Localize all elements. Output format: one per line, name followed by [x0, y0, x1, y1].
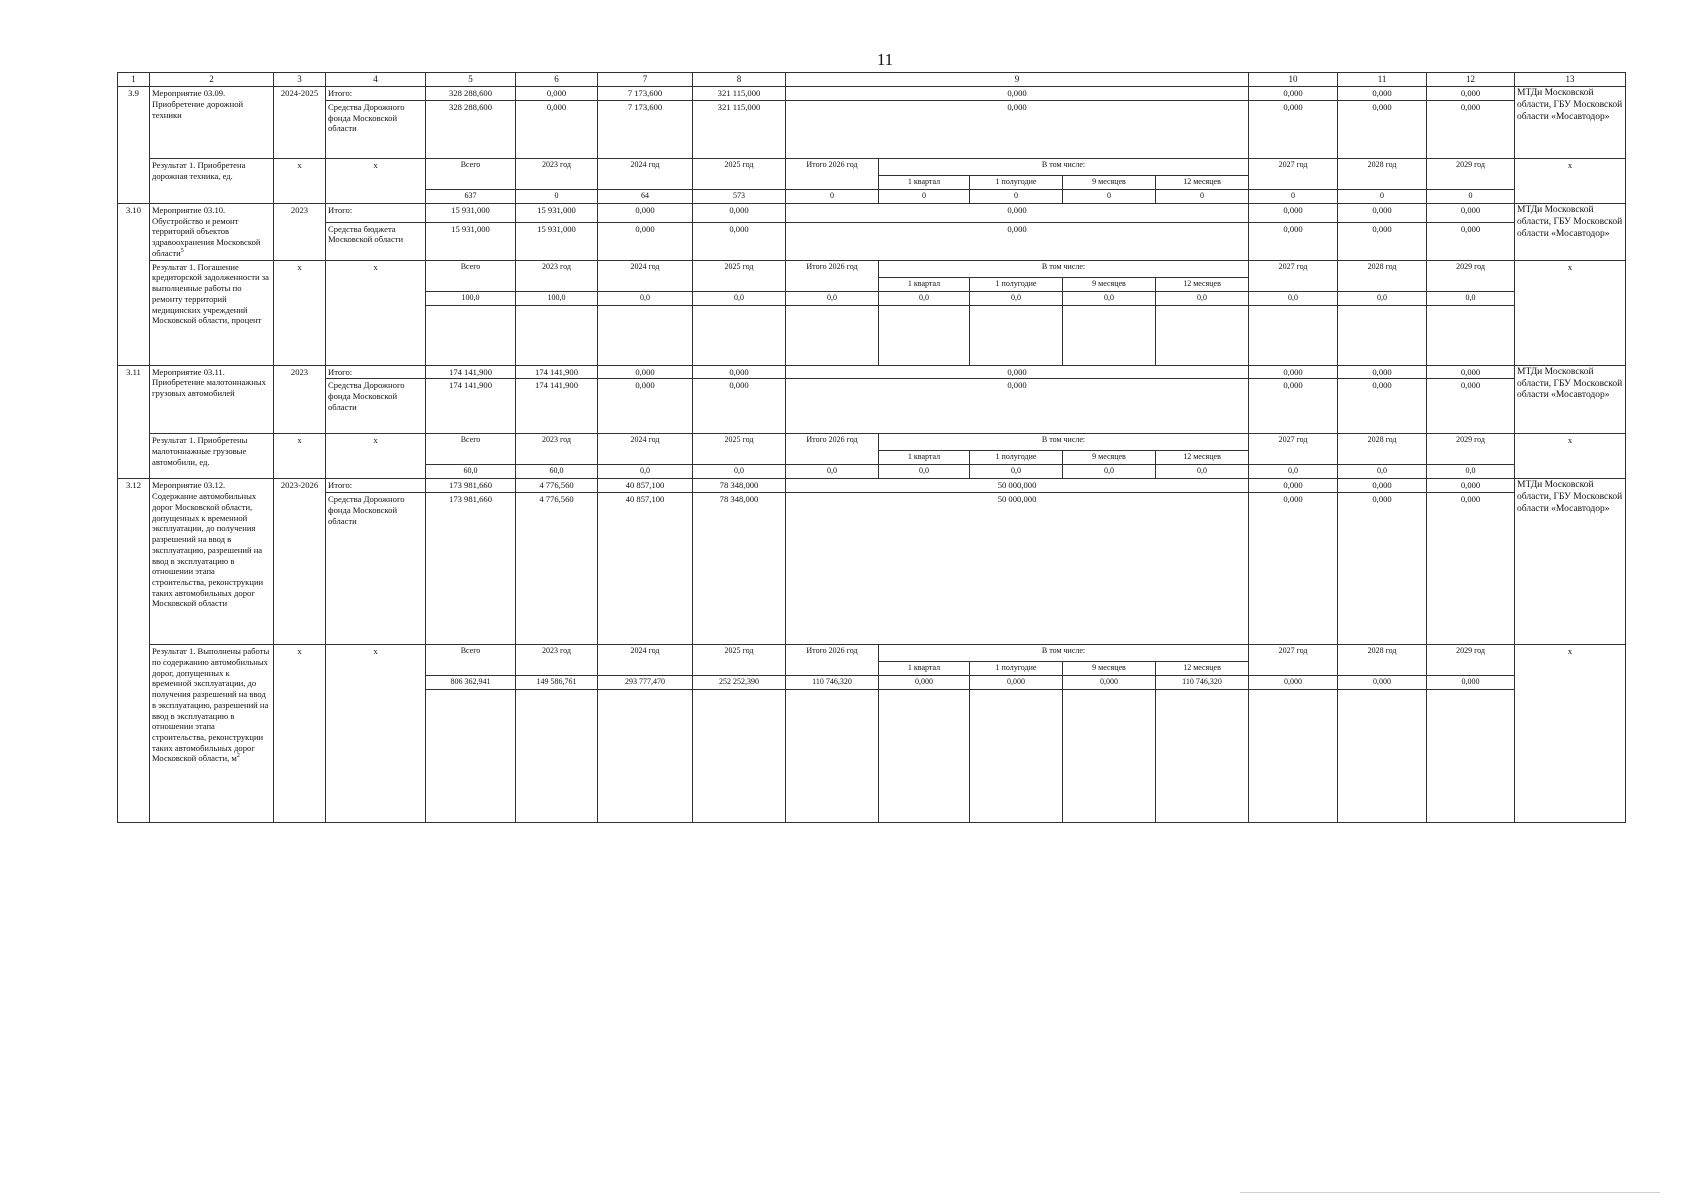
- result-header-y2028: 2028 год: [1338, 434, 1427, 465]
- amount-cell: 0,000: [598, 222, 693, 260]
- result-value-total2026: 110 746,320: [786, 676, 879, 690]
- result-header-including: В том числе:: [879, 260, 1249, 277]
- result-value-y2023: 60,0: [516, 465, 598, 479]
- event-source-row: [118, 100, 1626, 158]
- result-value-y2029: 0: [1427, 189, 1515, 203]
- result-header-m9: 9 месяцев: [1063, 662, 1156, 676]
- result-value-y2027: 0,0: [1249, 465, 1338, 479]
- result-value-y2024: 64: [598, 189, 693, 203]
- amount-cell: 0,000: [1427, 203, 1515, 222]
- result-c3: х: [274, 645, 326, 823]
- event-period: 2024-2025: [274, 87, 326, 159]
- result-value-h1: 0,000: [970, 676, 1063, 690]
- amount-cell: 0,000: [598, 379, 693, 434]
- amount-cell: 0,000: [516, 87, 598, 101]
- result-c13: х: [1515, 158, 1626, 203]
- result-header-y2027: 2027 год: [1249, 434, 1338, 465]
- amount-cell: 0,000: [786, 87, 1249, 101]
- amount-cell: 0,000: [1249, 379, 1338, 434]
- result-header-h1: 1 полугодие: [970, 451, 1063, 465]
- event-period: 2023: [274, 203, 326, 260]
- result-header-m9: 9 месяцев: [1063, 451, 1156, 465]
- amount-cell: 40 857,100: [598, 479, 693, 493]
- footnote-mark: 5: [180, 248, 184, 255]
- result-value-m9: 0,0: [1063, 465, 1156, 479]
- result-value-y2027: 0: [1249, 189, 1338, 203]
- event-total-row: [118, 203, 1626, 222]
- column-number: 13: [1515, 73, 1626, 87]
- total-label: Итого:: [326, 365, 426, 379]
- amount-cell: 0,000: [1249, 365, 1338, 379]
- funding-source: Средства Дорожного фонда Московской области: [326, 379, 426, 434]
- event-total-row: [118, 87, 1626, 101]
- result-c4: х: [326, 434, 426, 479]
- result-header-including: В том числе:: [879, 645, 1249, 662]
- result-value-total: 60,0: [426, 465, 516, 479]
- amount-cell: 173 981,660: [426, 493, 516, 645]
- empty-cell: [786, 690, 879, 823]
- event-executor: МТДи Московской области, ГБУ Московской области «Мосавтодор»: [1515, 479, 1626, 645]
- event-source-row: [118, 493, 1626, 645]
- column-number: 12: [1427, 73, 1515, 87]
- result-header-m12: 12 месяцев: [1156, 662, 1249, 676]
- scan-artifact: [1240, 1192, 1660, 1193]
- result-value-total: 100,0: [426, 291, 516, 305]
- empty-cell: [693, 690, 786, 823]
- amount-cell: 0,000: [1338, 365, 1427, 379]
- result-header-y2029: 2029 год: [1427, 645, 1515, 676]
- amount-cell: 321 115,000: [693, 87, 786, 101]
- amount-cell: 15 931,000: [516, 203, 598, 222]
- empty-cell: [1063, 305, 1156, 365]
- amount-cell: 0,000: [1249, 479, 1338, 493]
- result-value-y2029: 0,0: [1427, 291, 1515, 305]
- event-number: 3.10: [118, 203, 150, 365]
- amount-cell: 0,000: [1427, 365, 1515, 379]
- result-header-y2025: 2025 год: [693, 260, 786, 291]
- result-value-m12: 0: [1156, 189, 1249, 203]
- empty-cell: [693, 305, 786, 365]
- amount-cell: 40 857,100: [598, 493, 693, 645]
- result-header-row: [118, 434, 1626, 451]
- result-value-y2025: 573: [693, 189, 786, 203]
- result-value-m9: 0: [1063, 189, 1156, 203]
- empty-cell: [1249, 305, 1338, 365]
- result-header-m9: 9 месяцев: [1063, 175, 1156, 189]
- result-header-y2028: 2028 год: [1338, 645, 1427, 676]
- result-value-q1: 0: [879, 189, 970, 203]
- result-header-m12: 12 месяцев: [1156, 175, 1249, 189]
- amount-cell: 0,000: [693, 379, 786, 434]
- event-title: Мероприятие 03.09. Приобретение дорожной техники: [150, 87, 274, 159]
- amount-cell: 15 931,000: [516, 222, 598, 260]
- result-header-h1: 1 полугодие: [970, 175, 1063, 189]
- amount-cell: 78 348,000: [693, 493, 786, 645]
- result-header-y2024: 2024 год: [598, 645, 693, 676]
- empty-cell: [1427, 690, 1515, 823]
- result-title: Результат 1. Погашение кредиторской задолженности за выполненные работы по ремонту территорий медицинских учреждений Московской области, процент: [150, 260, 274, 365]
- amount-cell: 0,000: [786, 379, 1249, 434]
- result-header-y2023: 2023 год: [516, 645, 598, 676]
- result-value-y2025: 0,0: [693, 465, 786, 479]
- amount-cell: 174 141,900: [516, 365, 598, 379]
- column-number: 11: [1338, 73, 1427, 87]
- result-header-m9: 9 месяцев: [1063, 277, 1156, 291]
- empty-cell: [1249, 690, 1338, 823]
- empty-cell: [516, 305, 598, 365]
- event-executor: МТДи Московской области, ГБУ Московской области «Мосавтодор»: [1515, 87, 1626, 159]
- result-title: Результат 1. Выполнены работы по содержанию автомобильных дорог, допущенных к временной эксплуатации, до получения разрешений на ввод в эксплуатацию, разрешений на ввод в эксплуатацию в отношении этапа строительства, реконструкции таких автомобильных дорог Московской области, $м^2$: [150, 645, 274, 823]
- funding-source: Средства Дорожного фонда Московской области: [326, 493, 426, 645]
- event-period: 2023-2026: [274, 479, 326, 645]
- result-c4: х: [326, 158, 426, 203]
- amount-cell: 0,000: [1249, 493, 1338, 645]
- empty-cell: [970, 305, 1063, 365]
- result-header-y2023: 2023 год: [516, 434, 598, 465]
- column-number: 8: [693, 73, 786, 87]
- result-header-y2027: 2027 год: [1249, 645, 1338, 676]
- amount-cell: 0,000: [693, 222, 786, 260]
- result-value-y2023: 100,0: [516, 291, 598, 305]
- event-source-row: [118, 222, 1626, 260]
- amount-cell: 0,000: [1427, 493, 1515, 645]
- result-c3: х: [274, 158, 326, 203]
- amount-cell: 173 981,660: [426, 479, 516, 493]
- result-header-y2029: 2029 год: [1427, 158, 1515, 189]
- result-header-y2024: 2024 год: [598, 158, 693, 189]
- column-number: 5: [426, 73, 516, 87]
- result-header-y2025: 2025 год: [693, 645, 786, 676]
- amount-cell: 78 348,000: [693, 479, 786, 493]
- result-value-h1: 0,0: [970, 465, 1063, 479]
- column-number: 1: [118, 73, 150, 87]
- result-header-y2028: 2028 год: [1338, 260, 1427, 291]
- empty-cell: [879, 690, 970, 823]
- event-title: Мероприятие 03.10. Обустройство и ремонт территорий объектов здравоохранения Московской области$^5$: [150, 203, 274, 260]
- result-header-y2025: 2025 год: [693, 158, 786, 189]
- amount-cell: 321 115,000: [693, 100, 786, 158]
- amount-cell: 174 141,900: [426, 365, 516, 379]
- total-label: Итого:: [326, 479, 426, 493]
- empty-cell: [970, 690, 1063, 823]
- result-header-y2028: 2028 год: [1338, 158, 1427, 189]
- result-value-y2024: 0,0: [598, 465, 693, 479]
- result-header-q1: 1 квартал: [879, 175, 970, 189]
- result-c4: х: [326, 260, 426, 365]
- event-total-row: [118, 365, 1626, 379]
- empty-cell: [1156, 305, 1249, 365]
- column-number: 9: [786, 73, 1249, 87]
- column-number: 10: [1249, 73, 1338, 87]
- event-number: 3.12: [118, 479, 150, 823]
- amount-cell: 0,000: [1427, 379, 1515, 434]
- column-number: 4: [326, 73, 426, 87]
- result-c13: х: [1515, 260, 1626, 365]
- result-value-q1: 0,0: [879, 291, 970, 305]
- result-value-h1: 0,0: [970, 291, 1063, 305]
- amount-cell: 328 288,600: [426, 87, 516, 101]
- result-header-total2026: Итого 2026 год: [786, 645, 879, 676]
- result-c3: х: [274, 260, 326, 365]
- result-header-y2029: 2029 год: [1427, 260, 1515, 291]
- result-header-including: В том числе:: [879, 434, 1249, 451]
- event-number: 3.11: [118, 365, 150, 479]
- column-number: 3: [274, 73, 326, 87]
- unit-exponent: 2: [236, 753, 240, 760]
- amount-cell: 0,000: [1338, 203, 1427, 222]
- amount-cell: 7 173,600: [598, 100, 693, 158]
- result-value-y2024: 293 777,470: [598, 676, 693, 690]
- event-number: 3.9: [118, 87, 150, 204]
- result-title: Результат 1. Приобретена дорожная техника, ед.: [150, 158, 274, 203]
- amount-cell: 0,000: [1249, 222, 1338, 260]
- amount-cell: 0,000: [1249, 87, 1338, 101]
- empty-cell: [786, 305, 879, 365]
- result-value-y2029: 0,0: [1427, 465, 1515, 479]
- amount-cell: 0,000: [1338, 479, 1427, 493]
- empty-cell: [1338, 690, 1427, 823]
- result-header-y2023: 2023 год: [516, 260, 598, 291]
- result-value-total: 806 362,941: [426, 676, 516, 690]
- empty-cell: [1427, 305, 1515, 365]
- amount-cell: 0,000: [693, 365, 786, 379]
- amount-cell: 0,000: [1338, 87, 1427, 101]
- amount-cell: 4 776,560: [516, 493, 598, 645]
- result-header-row: [118, 645, 1626, 662]
- amount-cell: 0,000: [1427, 222, 1515, 260]
- result-c4: х: [326, 645, 426, 823]
- event-source-row: [118, 379, 1626, 434]
- result-header-total: Всего: [426, 158, 516, 189]
- result-value-m12: 0,0: [1156, 465, 1249, 479]
- result-value-y2028: 0: [1338, 189, 1427, 203]
- result-c3: х: [274, 434, 326, 479]
- program-events-table: [117, 72, 1626, 823]
- funding-source: Средства Дорожного фонда Московской области: [326, 100, 426, 158]
- column-number: 7: [598, 73, 693, 87]
- result-c13: х: [1515, 645, 1626, 823]
- result-header-m12: 12 месяцев: [1156, 451, 1249, 465]
- result-header-total2026: Итого 2026 год: [786, 434, 879, 465]
- result-header-q1: 1 квартал: [879, 451, 970, 465]
- result-value-m12: 0,0: [1156, 291, 1249, 305]
- amount-cell: 0,000: [786, 222, 1249, 260]
- result-value-total: 637: [426, 189, 516, 203]
- result-header-q1: 1 квартал: [879, 277, 970, 291]
- result-header-h1: 1 полугодие: [970, 662, 1063, 676]
- empty-cell: [516, 690, 598, 823]
- amount-cell: 0,000: [598, 203, 693, 222]
- empty-cell: [598, 305, 693, 365]
- result-value-q1: 0,000: [879, 676, 970, 690]
- amount-cell: 0,000: [786, 365, 1249, 379]
- result-header-total: Всего: [426, 434, 516, 465]
- amount-cell: 0,000: [1338, 379, 1427, 434]
- result-value-y2023: 0: [516, 189, 598, 203]
- amount-cell: 15 931,000: [426, 203, 516, 222]
- event-total-row: [118, 479, 1626, 493]
- total-label: Итого:: [326, 203, 426, 222]
- amount-cell: 0,000: [1427, 100, 1515, 158]
- empty-cell: [598, 690, 693, 823]
- result-value-y2024: 0,0: [598, 291, 693, 305]
- amount-cell: 0,000: [1427, 87, 1515, 101]
- empty-cell: [426, 305, 516, 365]
- result-header-y2024: 2024 год: [598, 260, 693, 291]
- result-header-y2029: 2029 год: [1427, 434, 1515, 465]
- amount-cell: 0,000: [1249, 203, 1338, 222]
- result-value-q1: 0,0: [879, 465, 970, 479]
- empty-cell: [1156, 690, 1249, 823]
- result-header-total2026: Итого 2026 год: [786, 158, 879, 189]
- result-value-y2028: 0,000: [1338, 676, 1427, 690]
- result-c13: х: [1515, 434, 1626, 479]
- result-value-y2025: 0,0: [693, 291, 786, 305]
- funding-source: Средства бюджета Московской области: [326, 222, 426, 260]
- amount-cell: 328 288,600: [426, 100, 516, 158]
- column-number: 2: [150, 73, 274, 87]
- amount-cell: 0,000: [1427, 479, 1515, 493]
- amount-cell: 174 141,900: [426, 379, 516, 434]
- event-executor: МТДи Московской области, ГБУ Московской области «Мосавтодор»: [1515, 203, 1626, 260]
- result-value-y2029: 0,000: [1427, 676, 1515, 690]
- amount-cell: 0,000: [1249, 100, 1338, 158]
- amount-cell: 4 776,560: [516, 479, 598, 493]
- result-value-y2025: 252 252,390: [693, 676, 786, 690]
- empty-cell: [1063, 690, 1156, 823]
- result-header-y2027: 2027 год: [1249, 260, 1338, 291]
- result-value-y2028: 0,0: [1338, 291, 1427, 305]
- page-number: 11: [876, 50, 894, 69]
- amount-cell: 50 000,000: [786, 479, 1249, 493]
- event-title: Мероприятие 03.12. Содержание автомобильных дорог Московской области, допущенных к временной эксплуатации, до получения разрешений на ввод в эксплуатацию, разрешений на ввод в эксплуатацию в отношении этапа строительства, реконструкции таких автомобильных дорог Московской области: [150, 479, 274, 645]
- result-header-total: Всего: [426, 645, 516, 676]
- amount-cell: 0,000: [1338, 100, 1427, 158]
- result-header-total2026: Итого 2026 год: [786, 260, 879, 291]
- amount-cell: 0,000: [598, 365, 693, 379]
- amount-cell: 0,000: [786, 100, 1249, 158]
- result-title: Результат 1. Приобретены малотоннажные грузовые автомобили, ед.: [150, 434, 274, 479]
- result-header-row: [118, 260, 1626, 277]
- column-number-row: [118, 73, 1626, 87]
- result-value-y2028: 0,0: [1338, 465, 1427, 479]
- amount-cell: 0,000: [1338, 222, 1427, 260]
- empty-cell: [879, 305, 970, 365]
- result-header-y2023: 2023 год: [516, 158, 598, 189]
- result-value-m9: 0,000: [1063, 676, 1156, 690]
- result-value-y2023: 149 586,761: [516, 676, 598, 690]
- result-header-including: В том числе:: [879, 158, 1249, 175]
- amount-cell: 15 931,000: [426, 222, 516, 260]
- result-value-m9: 0,0: [1063, 291, 1156, 305]
- column-number: 6: [516, 73, 598, 87]
- result-header-h1: 1 полугодие: [970, 277, 1063, 291]
- result-header-row: [118, 158, 1626, 175]
- empty-cell: [426, 690, 516, 823]
- result-header-q1: 1 квартал: [879, 662, 970, 676]
- result-value-m12: 110 746,320: [1156, 676, 1249, 690]
- amount-cell: 0,000: [1338, 493, 1427, 645]
- result-value-y2027: 0,0: [1249, 291, 1338, 305]
- result-header-m12: 12 месяцев: [1156, 277, 1249, 291]
- empty-cell: [1338, 305, 1427, 365]
- amount-cell: 174 141,900: [516, 379, 598, 434]
- result-header-y2025: 2025 год: [693, 434, 786, 465]
- event-title: Мероприятие 03.11. Приобретение малотоннажных грузовых автомобилей: [150, 365, 274, 434]
- result-value-total2026: 0: [786, 189, 879, 203]
- result-header-total: Всего: [426, 260, 516, 291]
- amount-cell: 0,000: [693, 203, 786, 222]
- amount-cell: 50 000,000: [786, 493, 1249, 645]
- result-header-y2024: 2024 год: [598, 434, 693, 465]
- total-label: Итого:: [326, 87, 426, 101]
- result-value-total2026: 0,0: [786, 291, 879, 305]
- amount-cell: 0,000: [786, 203, 1249, 222]
- result-value-h1: 0: [970, 189, 1063, 203]
- event-executor: МТДи Московской области, ГБУ Московской области «Мосавтодор»: [1515, 365, 1626, 434]
- result-value-total2026: 0,0: [786, 465, 879, 479]
- amount-cell: 7 173,600: [598, 87, 693, 101]
- result-header-y2027: 2027 год: [1249, 158, 1338, 189]
- amount-cell: 0,000: [516, 100, 598, 158]
- event-period: 2023: [274, 365, 326, 434]
- result-value-y2027: 0,000: [1249, 676, 1338, 690]
